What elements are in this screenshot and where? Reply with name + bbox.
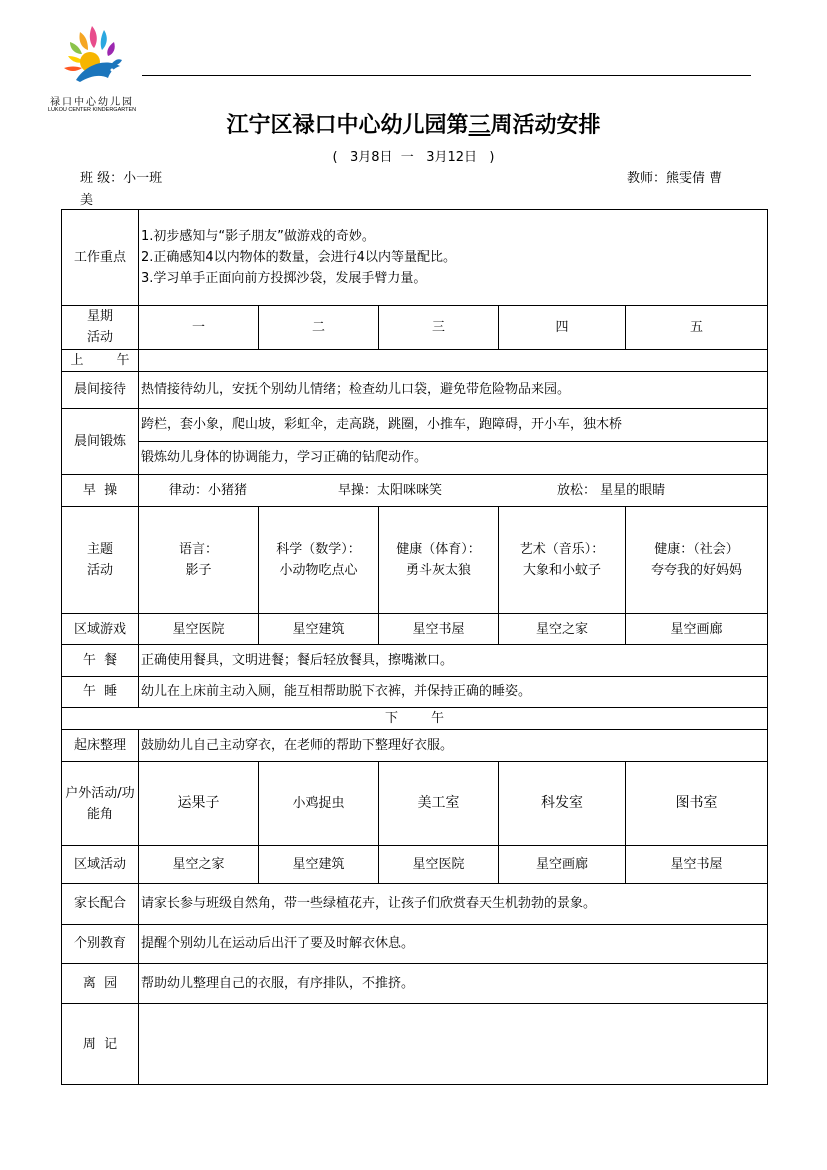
area-game-wednesday: 星空书屋	[379, 614, 499, 645]
theme-activity-monday	[139, 507, 259, 614]
theme-topic: 大象和小蚊子	[522, 563, 601, 579]
work-focus-line: 2.正确感知4以内物体的数量，会进行4以内等量配比。	[141, 249, 456, 265]
class-label: 班 级：小一班	[80, 171, 163, 186]
area-activity-tuesday: 星空建筑	[259, 846, 379, 884]
morning-section-blank	[139, 350, 768, 372]
lunch-label: 午 餐	[62, 645, 139, 676]
weekly-notes-text	[139, 1004, 768, 1085]
work-focus-content	[139, 210, 768, 306]
wake-up-text: 鼓励幼儿自己主动穿衣，在老师的帮助下整理好衣服。	[139, 730, 768, 762]
theme-activity-wednesday	[379, 507, 499, 614]
work-focus-line: 3.学习单手正面向前方投掷沙袋，发展手臂力量。	[141, 270, 427, 286]
outdoor-label-bottom: 能角	[86, 806, 113, 822]
wake-up-label: 起床整理	[62, 730, 139, 762]
nap-label: 午 睡	[62, 676, 139, 707]
weekly-notes-label: 周 记	[62, 1004, 139, 1085]
logo-emblem-icon	[40, 18, 144, 94]
logo-name-en: LUKOU CENTER KINDERGARTEN	[47, 107, 137, 113]
area-game-friday: 星空画廊	[626, 614, 768, 645]
outdoor-wednesday: 美工室	[379, 762, 499, 846]
weekday-label-top: 星期	[86, 309, 113, 325]
morning-reception-text: 热情接待幼儿，安抚个别幼儿情绪；检查幼儿口袋，避免带危险物品来园。	[139, 372, 768, 408]
row-nap	[62, 676, 768, 707]
row-area-games	[62, 614, 768, 645]
theme-subject: 健康：（社会）	[654, 542, 739, 558]
area-activity-label: 区域活动	[62, 846, 139, 884]
parent-coop-label: 家长配合	[62, 884, 139, 924]
outdoor-thursday: 科发室	[499, 762, 626, 846]
row-early-exercise	[62, 475, 768, 507]
weekday-header-label	[62, 305, 139, 349]
outdoor-tuesday: 小鸡捉虫	[259, 762, 379, 846]
outdoor-monday: 运果子	[139, 762, 259, 846]
row-morning-reception	[62, 372, 768, 408]
parent-coop-text: 请家长参与班级自然角，带一些绿植花卉，让孩子们欣赏春天生机勃勃的景象。	[139, 884, 768, 924]
early-exercise-content	[139, 475, 768, 507]
lunch-text: 正确使用餐具，文明进餐；餐后轻放餐具，擦嘴漱口。	[139, 645, 768, 676]
area-games-label: 区域游戏	[62, 614, 139, 645]
work-focus-label: 工作重点	[62, 210, 139, 306]
early-exercise-label: 早 操	[62, 475, 139, 507]
area-game-monday: 星空医院	[139, 614, 259, 645]
early-exercise-main: 早操：太阳咪咪笑	[338, 483, 443, 499]
area-activity-monday: 星空之家	[139, 846, 259, 884]
morning-section-label: 上 午	[62, 350, 139, 372]
theme-activity-tuesday	[259, 507, 379, 614]
teacher-label: 教师：熊雯倩 曹	[627, 171, 723, 186]
row-morning-exercise-goal	[62, 441, 768, 474]
individual-label: 个别教育	[62, 924, 139, 963]
theme-topic: 影子	[185, 563, 212, 579]
leaving-text: 帮助幼儿整理自己的衣服，有序排队，不推挤。	[139, 963, 768, 1003]
area-game-thursday: 星空之家	[499, 614, 626, 645]
row-morning-exercise	[62, 408, 768, 441]
teacher-label-continued: 美	[80, 193, 94, 208]
theme-subject: 语言：	[178, 542, 218, 558]
row-weekday-header	[62, 305, 768, 349]
afternoon-section-label: 下 午	[62, 707, 768, 729]
early-exercise-relax: 放松： 星星的眼睛	[557, 483, 666, 499]
theme-activity-friday	[626, 507, 768, 614]
title-suffix: 周活动安排	[490, 112, 601, 138]
row-theme-activity	[62, 507, 768, 614]
morning-exercise-goal: 锻炼幼儿身体的协调能力，学习正确的钻爬动作。	[139, 441, 768, 474]
morning-exercise-label: 晨间锻炼	[62, 408, 139, 475]
kindergarten-logo	[40, 18, 144, 118]
row-wake-up	[62, 730, 768, 762]
morning-exercise-items: 跨栏，套小象，爬山坡，彩虹伞，走高跷，跳圈，小推车，跑障碍，开小车，独木桥	[139, 408, 768, 441]
row-morning-section	[62, 350, 768, 372]
theme-label-top: 主题	[86, 542, 113, 558]
weekly-schedule-table	[61, 209, 768, 1085]
row-parent-coop	[62, 884, 768, 924]
early-exercise-rhythm: 律动：小猪猪	[169, 483, 248, 499]
row-leaving	[62, 963, 768, 1003]
area-game-tuesday: 星空建筑	[259, 614, 379, 645]
row-weekly-notes	[62, 1004, 768, 1085]
day-thursday: 四	[499, 305, 626, 349]
row-work-focus	[62, 210, 768, 306]
theme-subject: 艺术（音乐）：	[519, 542, 605, 558]
outdoor-label	[62, 762, 139, 846]
outdoor-label-top: 户外活动/功	[65, 785, 135, 801]
outdoor-friday: 图书室	[626, 762, 768, 846]
day-friday: 五	[626, 305, 768, 349]
individual-text: 提醒个别幼儿在运动后出汗了要及时解衣休息。	[139, 924, 768, 963]
weekday-label-bottom: 活动	[86, 330, 113, 346]
header-divider	[142, 75, 751, 76]
area-activity-thursday: 星空画廊	[499, 846, 626, 884]
row-individual	[62, 924, 768, 963]
row-lunch	[62, 645, 768, 676]
theme-activity-thursday	[499, 507, 626, 614]
theme-subject: 科学（数学）：	[276, 542, 361, 558]
date-range: ( 3月8日 一 3月12日 )	[332, 150, 495, 165]
title-prefix: 江宁区禄口中心幼儿园第	[226, 112, 469, 138]
day-tuesday: 二	[259, 305, 379, 349]
morning-reception-label: 晨间接待	[62, 372, 139, 408]
day-wednesday: 三	[379, 305, 499, 349]
theme-activity-label	[62, 507, 139, 614]
week-number: 三	[468, 112, 491, 138]
theme-subject: 健康（体育）：	[396, 542, 481, 558]
leaving-label: 离 园	[62, 963, 139, 1003]
area-activity-friday: 星空书屋	[626, 846, 768, 884]
theme-topic: 勇斗灰太狼	[405, 563, 471, 579]
row-area-activity	[62, 846, 768, 884]
area-activity-wednesday: 星空医院	[379, 846, 499, 884]
theme-topic: 小动物吃点心	[279, 563, 358, 579]
logo-name-cn: 禄口中心幼儿园	[50, 97, 134, 108]
row-afternoon-section	[62, 707, 768, 729]
theme-label-bottom: 活动	[86, 563, 113, 579]
work-focus-line: 1.初步感知与“影子朋友”做游戏的奇妙。	[141, 228, 375, 244]
theme-topic: 夸夸我的好妈妈	[651, 563, 743, 579]
page-title	[0, 108, 827, 139]
row-outdoor	[62, 762, 768, 846]
day-monday: 一	[139, 305, 259, 349]
nap-text: 幼儿在上床前主动入厕，能互相帮助脱下衣裤，并保持正确的睡姿。	[139, 676, 768, 707]
